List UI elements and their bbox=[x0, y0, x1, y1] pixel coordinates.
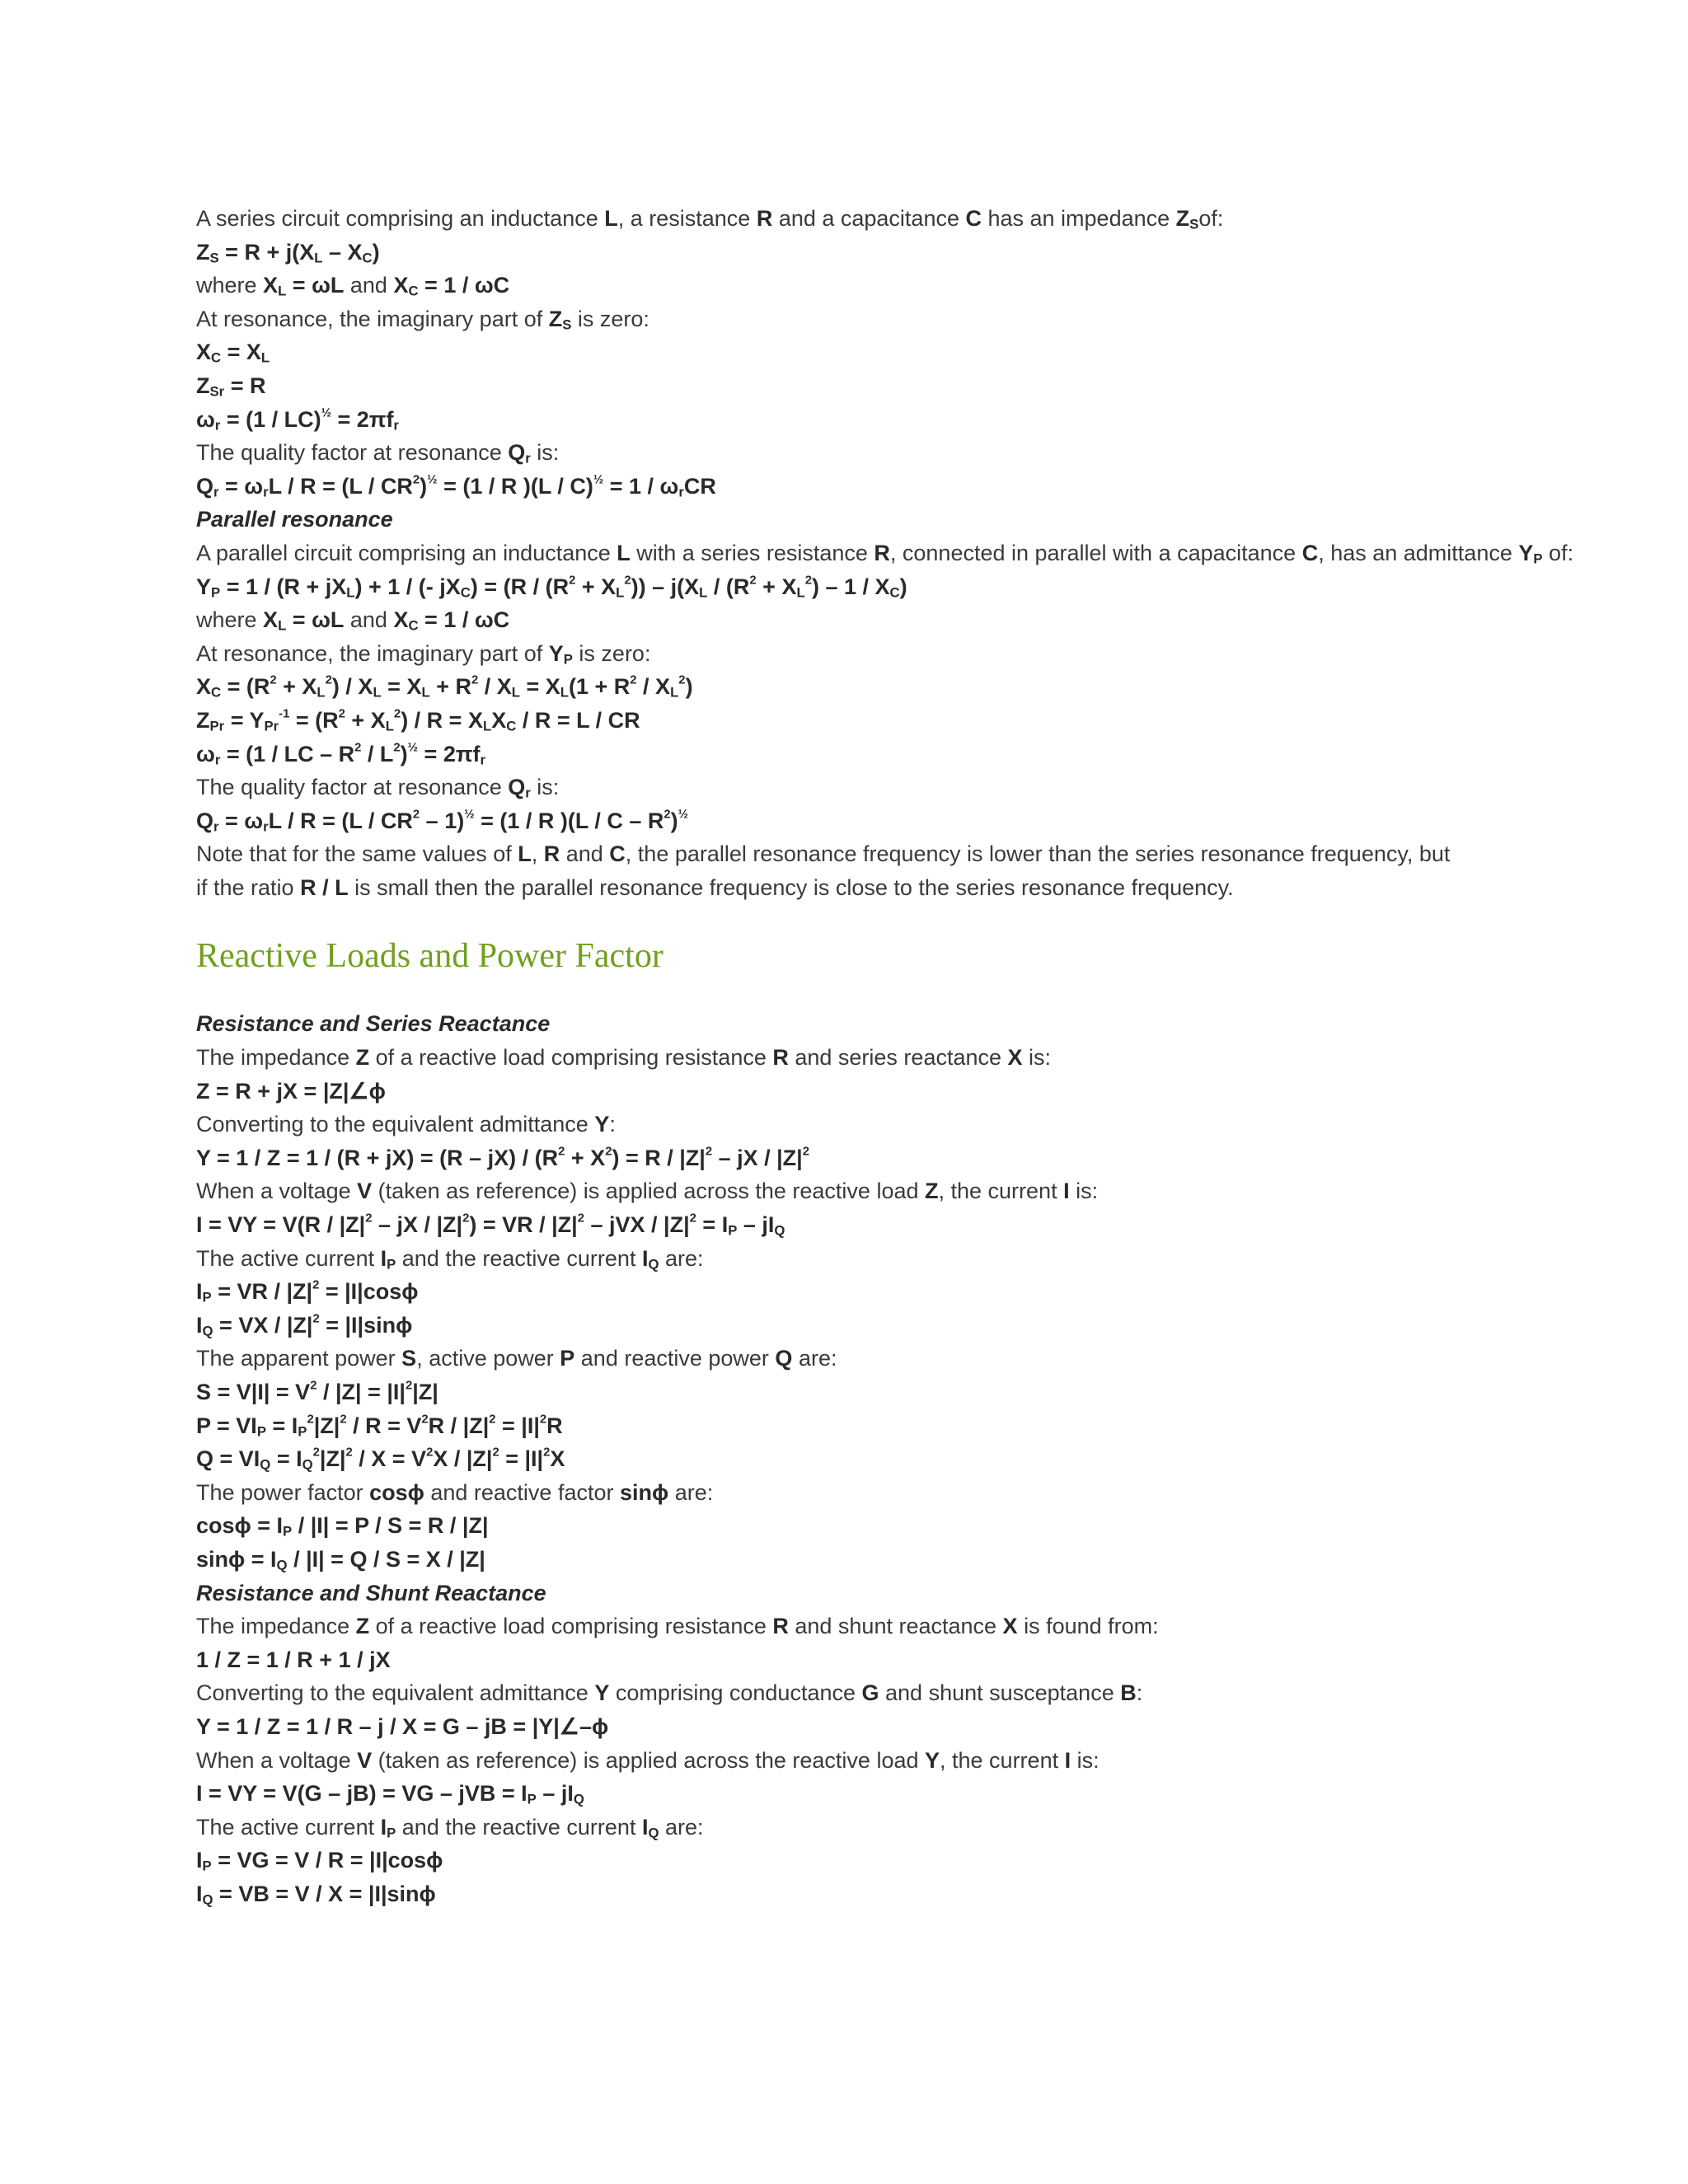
text-line: $Q = VI_Q = I_Q^2|Z|^2 / X = V^2X / |Z|^2 = |I|^2X$ bbox=[196, 1446, 565, 1473]
text-line: $Z_S = R + j(X_L - X_C)$ bbox=[196, 239, 380, 265]
parallel-resonance-block bbox=[196, 537, 1574, 905]
text-line: The quality factor at resonance $Q_r$ is: bbox=[196, 775, 560, 801]
text-line: $P = VI_P = I_P^2|Z|^2 / R = V^2R / |Z|^2 = |I|^2R$ bbox=[196, 1412, 563, 1439]
text-line: $\cos\phi = I_P / |I| = P / S = R / |Z|$ bbox=[196, 1513, 489, 1540]
text-line: I = VY = $V(R / |Z|^2$ – jX / $|Z|^2$) = VR / $|Z|^2$ – jVX / $|Z|^2 = I_P - jI_Q$ bbox=[196, 1212, 785, 1239]
text-line: $\omega_r = (1$ / LC – $R^2 / L^2)^{\frac{1}{2}} = 2\pi f_r$ bbox=[196, 740, 486, 767]
text-line: Y = 1 / Z = 1 / R – j / X = G – jB = |Y|∠–ϕ bbox=[196, 1713, 609, 1739]
text-line: A series circuit comprising an inductance L, a resistance R and a capacitance C has an impedance $Z_Sof$: bbox=[196, 206, 1224, 232]
text-line: where $X_L = \omega L$ and $X_C = 1 / \omega C$ bbox=[196, 607, 510, 634]
text-line: $Y = 1 / Z = 1 / (R + jX) = (R - jX) / (R^2 + X^2) = R / |Z|^2$ – jX / $|Z|^2$ bbox=[196, 1145, 809, 1170]
text-line: The apparent power S, active power P and reactive power Q are: bbox=[196, 1346, 837, 1371]
text-line: I = VY = V(G – jB) = VG – jVB = $I_P - jI_Q$ bbox=[196, 1781, 584, 1807]
text-line: $Z_{Pr} = Y_{Pr}^{-1} = (R^2 + X_L^2) / R = X_LX_C / R = L$ / CR bbox=[196, 707, 640, 734]
text-line: Converting to the equivalent admittance Y: bbox=[196, 1112, 616, 1137]
text-line: $S = V|I| = V^2 / |Z| = |I|^2|Z|$ bbox=[196, 1379, 438, 1404]
text-line: $I_P$ = VR / $|Z|^2 = |I|\cos\phi$ bbox=[196, 1278, 419, 1305]
section-title: Reactive Loads and Power Factor bbox=[196, 937, 663, 976]
text-line: 1 / Z = 1 / R + 1 / jX bbox=[196, 1647, 391, 1672]
text-line: $I_Q$ = VB = V / X = |I|sinϕ bbox=[196, 1881, 436, 1908]
text-line: $I_P$ = VG = V / R = |I|cosϕ bbox=[196, 1848, 443, 1874]
text-line: $I_Q$ = VX / $|Z|^2 = |I|\sin\phi$ bbox=[196, 1312, 413, 1339]
text-line: The impedance Z of a reactive load comprising resistance R and shunt reactance X is found from: bbox=[196, 1614, 1159, 1639]
shunt-reactance-block bbox=[196, 1610, 1465, 1910]
text-line: where $X_L = \omega L$ and $X_C = 1 / \omega C$ bbox=[196, 273, 510, 299]
text-line: $\sin\phi = I_Q / |I| = Q / S = X / |Z|$ bbox=[196, 1546, 485, 1573]
text-line: When a voltage V (taken as reference) is applied across the reactive load Z, the current I is: bbox=[196, 1179, 1099, 1204]
series-reactance-block bbox=[196, 1041, 1465, 1577]
text-line: $Z_{Sr} = R$ bbox=[196, 373, 266, 400]
text-line: $Y_P = 1 / (R + jX_L) + 1$ / (- $jX_C) = (R / (R^2 + X_L^2)) - j(X_L / (R^2 + X_L^2) - 1 / X_C)$ bbox=[196, 573, 907, 600]
shunt-reactance-heading: Resistance and Shunt Reactance bbox=[196, 1580, 546, 1605]
text-line: At resonance, the imaginary part of $Z_S$ is zero: bbox=[196, 306, 649, 333]
series-reactance-heading: Resistance and Series Reactance bbox=[196, 1011, 551, 1037]
text-line: A parallel circuit comprising an inductance L with a series resistance R, connected in parallel with a capacitance C, has an admittance $Y_P$ of: bbox=[196, 540, 1574, 567]
text-line: The active current $I_P$ and the reactive current $I_Q$ are: bbox=[196, 1814, 704, 1841]
text-line: $Q_r = \omega_rL / R = (L / CR^2 - 1)^{\frac{1}{2}} = (1 / R$ )(L / C – $R^2)^{\frac{1}{2}}$ bbox=[196, 808, 689, 835]
text-line: Z = R + jX = |Z|∠ϕ bbox=[196, 1078, 386, 1104]
text-line: When a voltage V (taken as reference) is applied across the reactive load Y, the current I is: bbox=[196, 1747, 1100, 1773]
text-line: $X_C = (R^2 + X_L^2) / X_L = X_L + R^2 / X_L = X_L(1 + R^2 / X_L^2)$ bbox=[196, 673, 693, 701]
text-line: $Q_r = \omega_rL / R = (L / CR^2)^{\frac{1}{2}} = (1 / R$ )$(L / C)^{\frac{1}{2}} = 1 / \omega_rCR$ bbox=[196, 473, 716, 500]
text-line: The power factor cosϕ and reactive factor sinϕ are: bbox=[196, 1479, 714, 1505]
text-line: $\omega_r = (1 / LC)^{\frac{1}{2}} = 2\pi f_r$ bbox=[196, 405, 399, 433]
parallel-resonance-heading: Parallel resonance bbox=[196, 507, 393, 532]
text-line: Note that for the same values of L, R and C, the parallel resonance frequency is lower than the series resonance frequency, but if the ratio R / L is small then the parallel resonance frequency is close to the series resonance frequency. bbox=[196, 841, 1451, 900]
text-line: $X_C = X_L$ bbox=[196, 340, 270, 366]
text-line: The impedance Z of a reactive load comprising resistance R and series reactance X is: bbox=[196, 1045, 1052, 1071]
text-line: At resonance, the imaginary part of $Y_P$ is zero: bbox=[196, 640, 651, 668]
text-line: The quality factor at resonance $Q_r$ is: bbox=[196, 440, 560, 466]
series-resonance-block bbox=[196, 202, 1465, 503]
text-line: Converting to the equivalent admittance Y comprising conductance G and shunt susceptance B: bbox=[196, 1680, 1143, 1706]
text-line: The active current $I_P$ and the reactive current $I_Q$ are: bbox=[196, 1245, 704, 1272]
document-page bbox=[196, 202, 1574, 1911]
